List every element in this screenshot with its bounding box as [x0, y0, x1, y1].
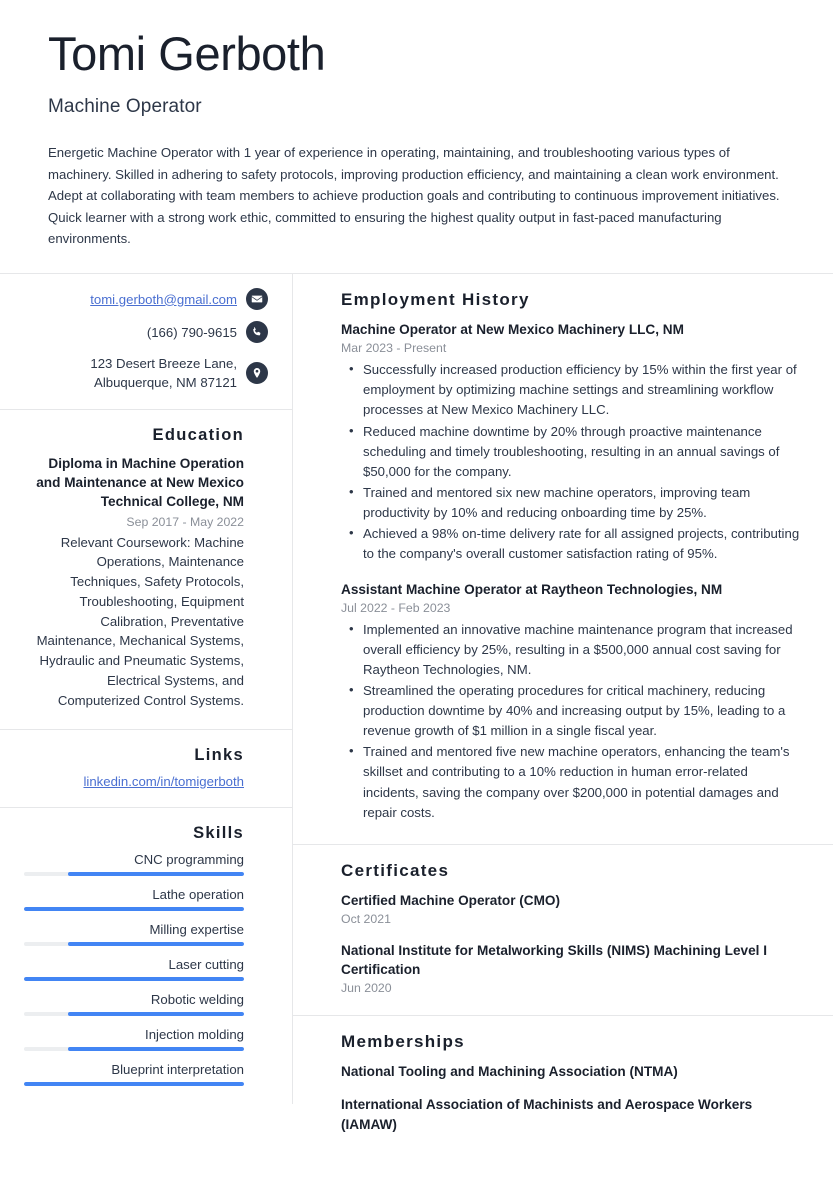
- skill-bar-track: [24, 872, 244, 876]
- skill-item: [24, 1062, 244, 1086]
- location-pin-icon: [246, 362, 268, 384]
- bullet-item: • Trained and mentored five new machine operators, enhancing the team's skillset and contributing to a 10% reduction in human error-related incidents, saving the company over $200,000 in potential damages and repair costs.: [363, 742, 803, 822]
- bullet-item: • Reduced machine downtime by 20% through proactive maintenance scheduling and timely troubleshooting, resulting in an annual savings of $50,000 for the company.: [363, 422, 803, 482]
- employment-title: Assistant Machine Operator at Raytheon Technologies, NM: [341, 581, 723, 597]
- job-title: Machine Operator: [48, 96, 202, 118]
- skill-label: Laser cutting: [168, 956, 244, 972]
- certificate-date: Oct 2021: [341, 911, 391, 926]
- certificates-heading: Certificates: [341, 860, 450, 880]
- education-degree: Diploma in Machine Operation and Maintenance at New Mexico Technical College, NM: [36, 455, 244, 510]
- employment-bullets: [341, 620, 803, 823]
- contact-row-email[interactable]: [24, 288, 268, 310]
- skill-label: Injection molding: [145, 1026, 244, 1042]
- certificate-entry: [341, 941, 803, 995]
- education-description: Relevant Coursework: Machine Operations, Maintenance Techniques, Safety Protocols, Troubleshooting, Equipment Calibration, Preventative Maintenance, Mechanical Systems, Hydraulic and Pneumatic Systems, Electrical Systems, and Computerized Control Systems.: [36, 534, 244, 708]
- education-heading: Education: [152, 425, 244, 444]
- email-value[interactable]: tomi.gerboth@gmail.com: [90, 291, 237, 307]
- contact-row-address: [24, 354, 268, 392]
- skill-label: Blueprint interpretation: [111, 1061, 244, 1077]
- skill-bar-track: [24, 1012, 244, 1016]
- link-item[interactable]: linkedin.com/in/tomigerboth: [83, 773, 244, 789]
- memberships-block: [293, 1016, 833, 1155]
- skill-bar-fill: [24, 977, 244, 981]
- skills-block: [0, 808, 292, 1104]
- employment-title: Machine Operator at New Mexico Machinery LLC, NM: [341, 322, 684, 338]
- links-heading: Links: [194, 745, 244, 764]
- employment-date: Mar 2023 - Present: [341, 341, 447, 356]
- skill-item: [24, 852, 244, 876]
- professional-summary: Energetic Machine Operator with 1 year of experience in operating, maintaining, and troubleshooting various types of machinery. Skilled in adhering to safety protocols, improving production efficiency, and maintaining a clean work environment. Adept at collaborating with team members to achieve production goals and contributing to continuous improvement initiatives. Quick learner with a strong work ethic, committed to ensuring the highest quality output in fast-paced manufacturing environments.: [48, 145, 780, 246]
- sidebar: [0, 274, 293, 1103]
- skill-bar-track: [24, 942, 244, 946]
- skill-bar-fill: [68, 872, 244, 876]
- skill-item: [24, 957, 244, 981]
- skill-item: [24, 1027, 244, 1051]
- skill-item: [24, 992, 244, 1016]
- employment-history-block: [293, 274, 833, 844]
- main-column: [293, 274, 833, 1155]
- certificate-date: Jun 2020: [341, 980, 392, 995]
- page-title: Tomi Gerboth: [48, 27, 326, 80]
- skill-label: Lathe operation: [152, 886, 244, 902]
- membership-title: International Association of Machinists and Aerospace Workers (IAMAW): [341, 1097, 753, 1133]
- contact-row-phone[interactable]: [24, 321, 268, 343]
- bullet-item: • Successfully increased production efficiency by 15% within the first year of employment by optimizing machine settings and streamlining workflow processes at New Mexico Machinery LLC.: [363, 360, 803, 420]
- skill-bar-fill: [68, 942, 244, 946]
- skill-label: CNC programming: [134, 851, 244, 867]
- employment-date: Jul 2022 - Feb 2023: [341, 601, 451, 616]
- bullet-item: • Implemented an innovative machine maintenance program that increased overall efficiency by 25%, resulting in a $500,000 annual cost saving for Raytheon Technologies, NM.: [363, 620, 803, 680]
- skill-label: Milling expertise: [149, 921, 244, 937]
- membership-title: National Tooling and Machining Association (NTMA): [341, 1063, 678, 1079]
- skill-bar-track: [24, 907, 244, 911]
- skill-bar-track: [24, 1082, 244, 1086]
- resume-body: [0, 273, 833, 1155]
- employment-entry: [341, 320, 803, 564]
- membership-entry: [341, 1095, 803, 1134]
- education-date: Sep 2017 - May 2022: [126, 514, 244, 529]
- skill-bar-fill: [24, 907, 244, 911]
- phone-icon: [246, 321, 268, 343]
- skills-heading: Skills: [193, 823, 244, 842]
- bullet-item: • Achieved a 98% on-time delivery rate for all assigned projects, contributing to the company's overall customer satisfaction rating of 95%.: [363, 524, 803, 564]
- skill-bar-fill: [68, 1012, 244, 1016]
- bullet-item: • Trained and mentored six new machine operators, improving team productivity by 10% and reducing onboarding time by 25%.: [363, 483, 803, 523]
- employment-bullets: [341, 360, 803, 564]
- certificates-block: [293, 845, 833, 1016]
- envelope-icon: [246, 288, 268, 310]
- skill-bar-track: [24, 1047, 244, 1051]
- employment-history-heading: Employment History: [341, 290, 530, 310]
- skill-item: [24, 922, 244, 946]
- skill-bar-fill: [24, 1082, 244, 1086]
- skill-label: Robotic welding: [150, 991, 244, 1007]
- links-block: [0, 730, 292, 808]
- skill-item: [24, 887, 244, 911]
- certificate-title: Certified Machine Operator (CMO): [341, 892, 561, 908]
- phone-value: (166) 790-9615: [146, 324, 237, 340]
- memberships-heading: Memberships: [341, 1031, 465, 1051]
- address-value: 123 Desert Breeze Lane, Albuquerque, NM 87121: [90, 356, 237, 391]
- skill-bar-fill: [68, 1047, 244, 1051]
- membership-entry: [341, 1062, 803, 1082]
- resume-header: [0, 0, 833, 249]
- employment-entry: [341, 580, 803, 823]
- certificate-title: National Institute for Metalworking Skills (NIMS) Machining Level I Certification: [341, 942, 767, 977]
- contact-block: [0, 274, 292, 409]
- bullet-item: • Streamlined the operating procedures for critical machinery, reducing production downtime by 40% and increasing output by 15%, leading to a revenue growth of $1 million in a single fiscal year.: [363, 681, 803, 741]
- skill-bar-track: [24, 977, 244, 981]
- education-block: [0, 410, 292, 730]
- certificate-entry: [341, 891, 803, 926]
